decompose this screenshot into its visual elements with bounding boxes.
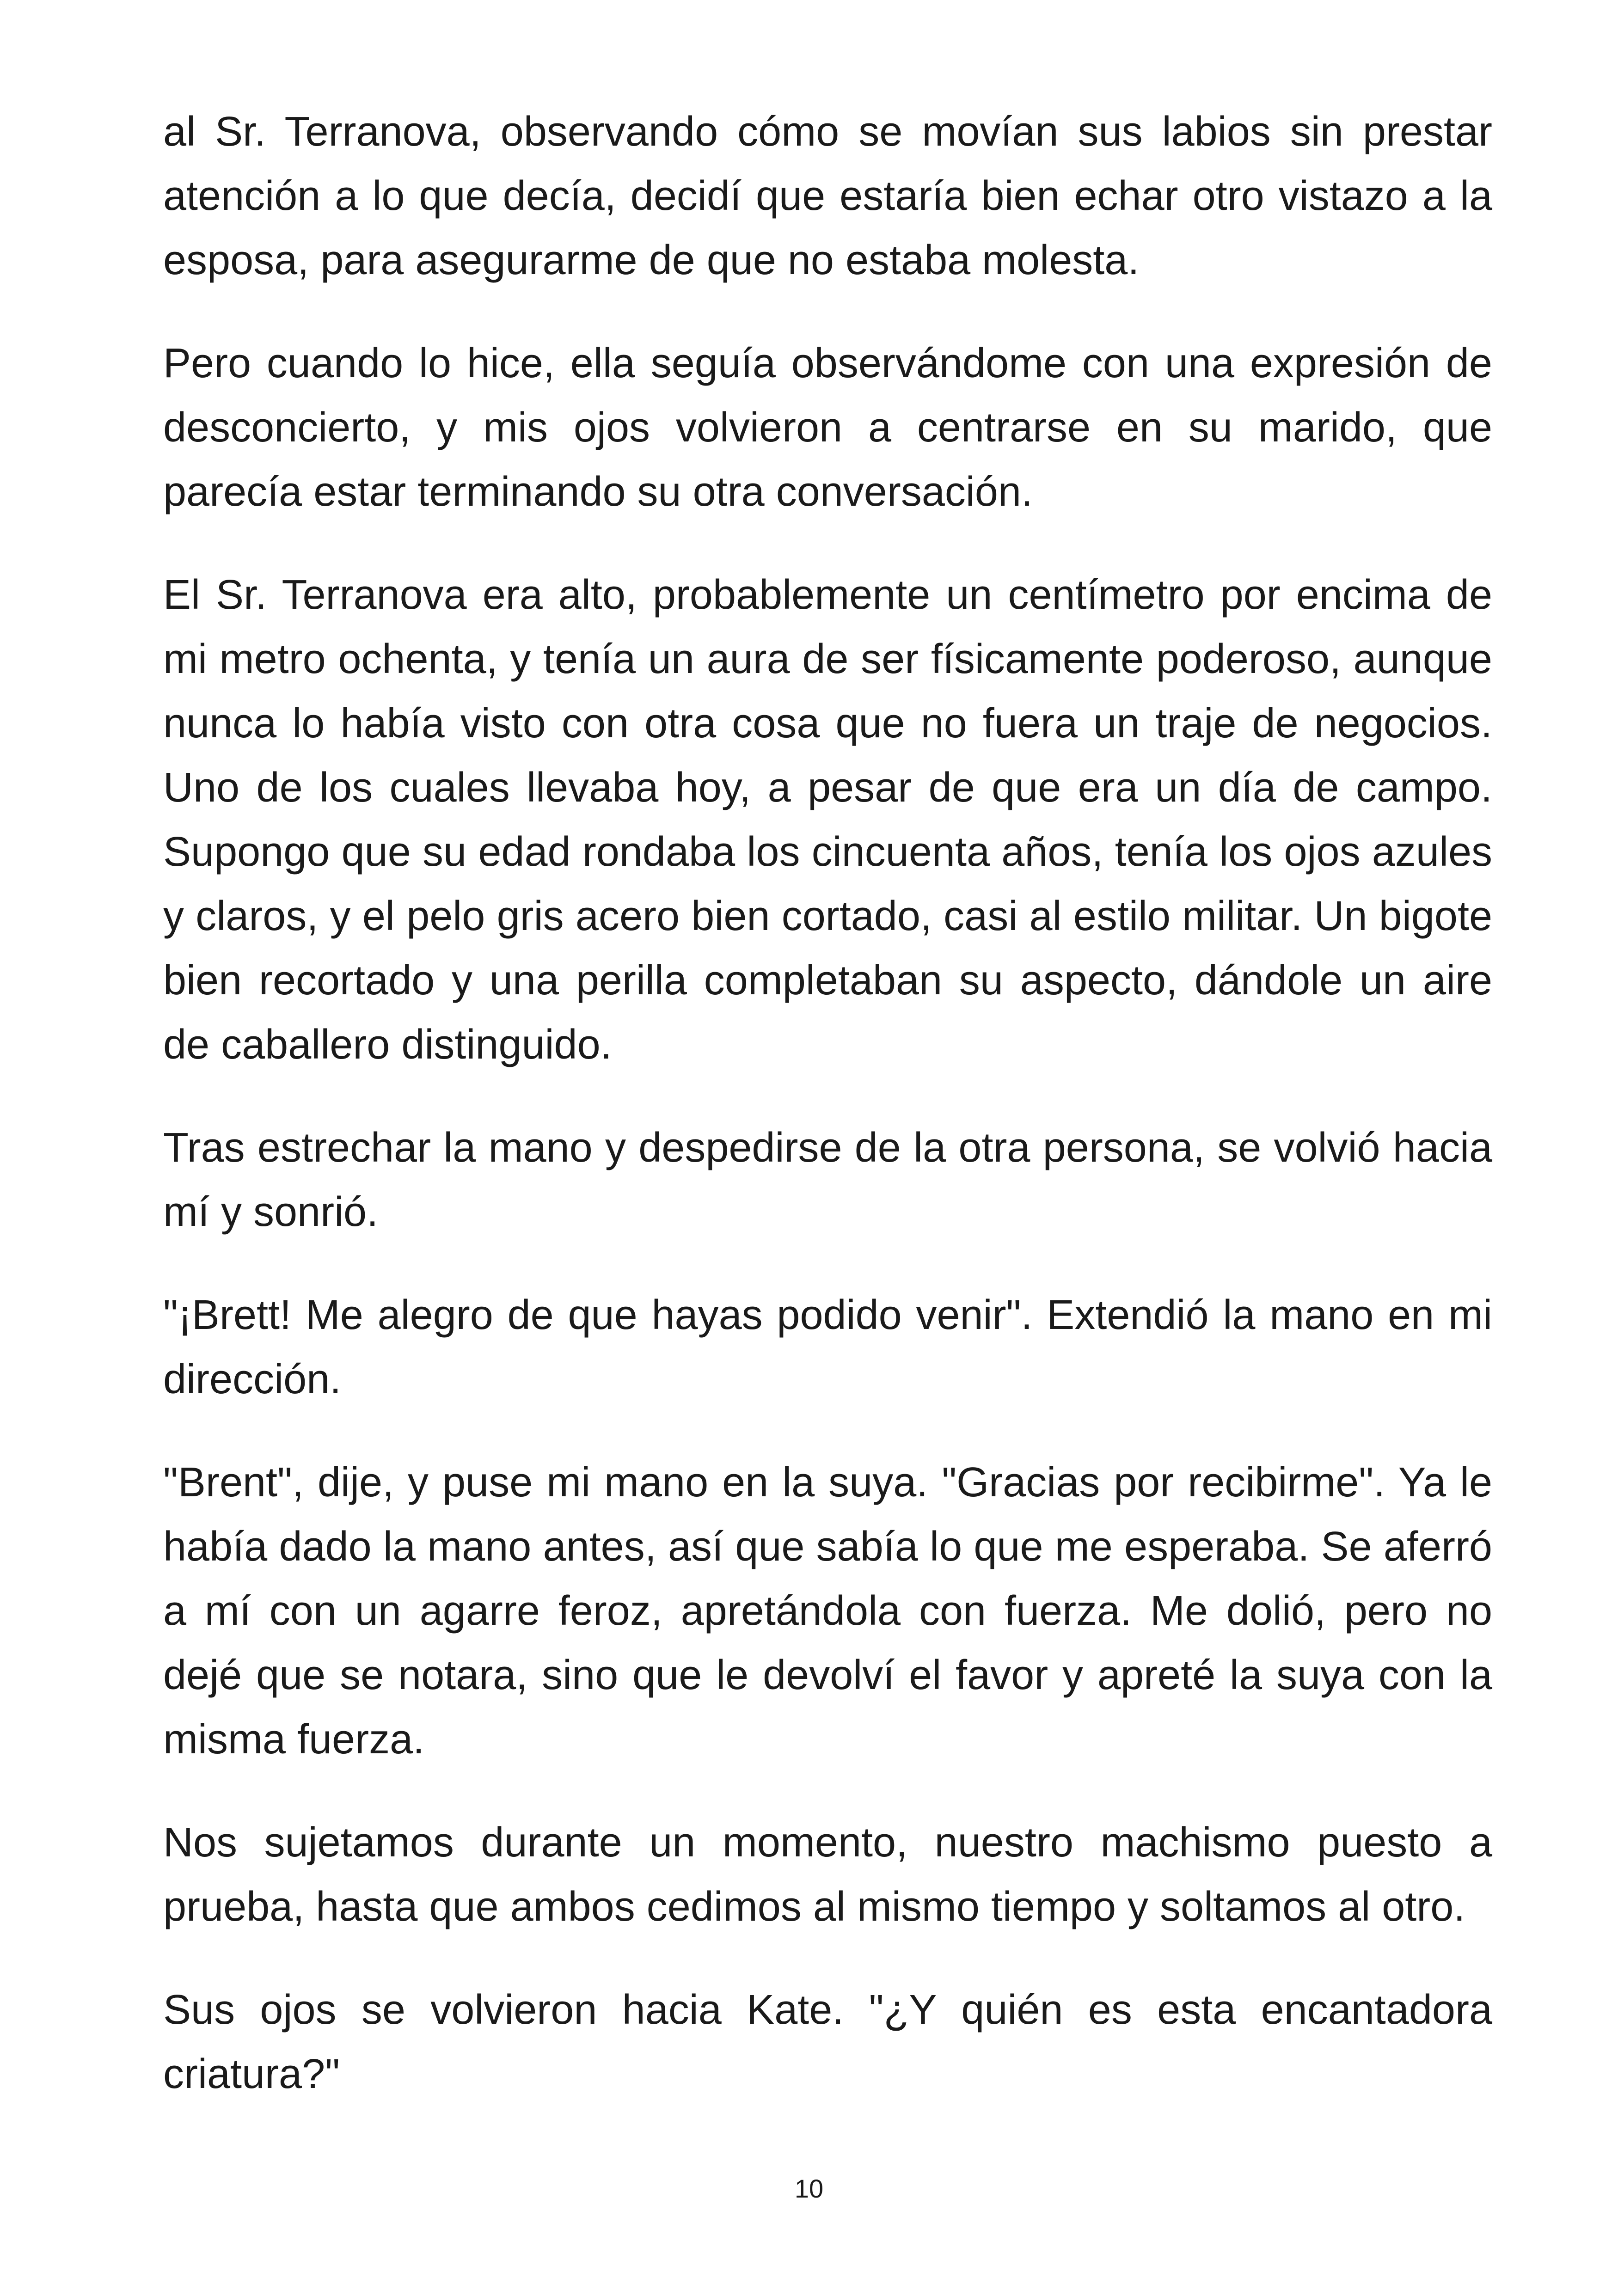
paragraph: El Sr. Terranova era alto, probablemente un centímetro por encima de mi metro ochenta, y tenía un aura de ser físicamente poderoso, aunque nunca lo había visto con otra cosa que no fuera un traje de negocios. Uno de los cuales llevaba hoy, a pesar de que era un día de campo. Supongo que su edad rondaba los cincuenta años, tenía los ojos azules y claros, y el pelo gris acero bien cortado, casi al estilo militar. Un bigote bien recortado y una perilla completaban su aspecto, dándole un aire de caballero distinguido. [163,572,1492,1068]
paragraph: Nos sujetamos durante un momento, nuestro machismo puesto a prueba, hasta que ambos cedimos al mismo tiempo y soltamos al otro. [163,1819,1492,1930]
page-number: 10 [794,2174,824,2203]
paragraph: Sus ojos se volvieron hacia Kate. "¿Y quién es esta encantadora criatura?" [163,1987,1492,2097]
paragraph: Tras estrechar la mano y despedirse de la otra persona, se volvió hacia mí y sonrió. [163,1125,1492,1235]
body-text [163,100,1492,2106]
paragraph: al Sr. Terranova, observando cómo se movían sus labios sin prestar atención a lo que decía, decidí que estaría bien echar otro vistazo a la esposa, para asegurarme de que no estaba molesta. [163,109,1492,283]
paragraph: "¡Brett! Me alegro de que hayas podido venir". Extendió la mano en mi dirección. [163,1292,1492,1402]
paragraph: Pero cuando lo hice, ella seguía observándome con una expresión de desconcierto, y mis ojos volvieron a centrarse en su marido, que parecía estar terminando su otra conversación. [163,340,1492,515]
paragraph: "Brent", dije, y puse mi mano en la suya. "Gracias por recibirme". Ya le había dado la mano antes, así que sabía lo que me esperaba. Se aferró a mí con un agarre feroz, apretándola con fuerza. Me dolió, pero no dejé que se notara, sino que le devolví el favor y apreté la suya con la misma fuerza. [163,1459,1492,1763]
